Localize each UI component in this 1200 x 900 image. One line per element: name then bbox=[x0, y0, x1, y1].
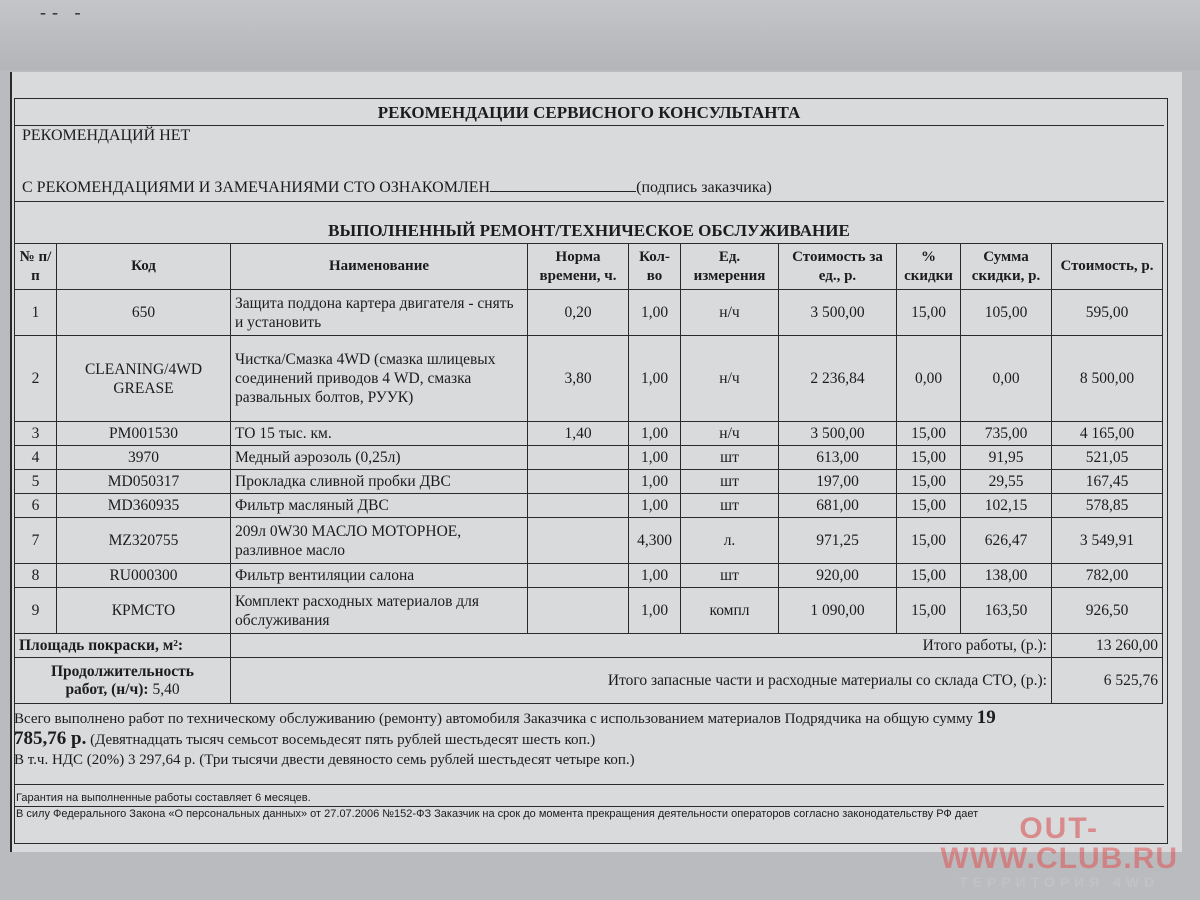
signature-line bbox=[490, 177, 636, 192]
item-unit: шт bbox=[681, 470, 779, 494]
item-name: Медный аэрозоль (0,25л) bbox=[231, 446, 528, 470]
item-total: 167,45 bbox=[1052, 470, 1163, 494]
item-price: 613,00 bbox=[779, 446, 897, 470]
item-code: CLEANING/4WD GREASE bbox=[57, 336, 231, 422]
item-price: 3 500,00 bbox=[779, 290, 897, 336]
col-header-code: Код bbox=[57, 244, 231, 290]
item-norm: 1,40 bbox=[528, 422, 629, 446]
item-qty: 1,00 bbox=[629, 446, 681, 470]
item-unit: компл bbox=[681, 588, 779, 634]
col-header-norm: Норма времени, ч. bbox=[528, 244, 629, 290]
item-qty: 1,00 bbox=[629, 564, 681, 588]
duration-label-1: Продолжительность bbox=[51, 662, 194, 680]
item-norm: 3,80 bbox=[528, 336, 629, 422]
duration-label-2: работ, (н/ч): bbox=[65, 680, 149, 698]
item-qty: 1,00 bbox=[629, 470, 681, 494]
labor-total-value: 13 260,00 bbox=[1052, 634, 1163, 658]
item-discount-pct: 0,00 bbox=[897, 336, 961, 422]
item-discount-pct: 15,00 bbox=[897, 564, 961, 588]
item-qty: 4,300 bbox=[629, 518, 681, 564]
item-discount-sum: 91,95 bbox=[961, 446, 1052, 470]
law-text: В силу Федерального Закона «О персональных данных» от 27.07.2006 №152-ФЗ Заказчик на срок до момента прекращения деятельности операторов согласно законодательству РФ дает bbox=[16, 808, 979, 820]
row-number: 7 bbox=[15, 518, 57, 564]
row-number: 2 bbox=[15, 336, 57, 422]
item-norm bbox=[528, 588, 629, 634]
work-title: ВЫПОЛНЕННЫЙ РЕМОНТ/ТЕХНИЧЕСКОЕ ОБСЛУЖИВАНИЕ bbox=[328, 221, 850, 240]
summary-amount-words: (Девятнадцать тысяч семьсот восемьдесят пять рублей шестьдесят шесть коп.) bbox=[90, 732, 596, 748]
parts-total-label: Итого запасные части и расходные материалы со склада СТО, (р.): bbox=[231, 658, 1052, 704]
item-code: PM001530 bbox=[57, 422, 231, 446]
watermark-line2: WWW.CLUB.RU bbox=[940, 842, 1178, 875]
item-unit: шт bbox=[681, 446, 779, 470]
item-norm bbox=[528, 470, 629, 494]
item-discount-pct: 15,00 bbox=[897, 518, 961, 564]
summary-amount-part1: 19 bbox=[976, 707, 996, 728]
watermark-line3: ТЕРРИТОРИЯ 4WD bbox=[959, 874, 1160, 890]
table-row bbox=[15, 564, 1163, 588]
item-total: 8 500,00 bbox=[1052, 336, 1163, 422]
item-name: Комплект расходных материалов для обслуживания bbox=[231, 588, 528, 634]
item-total: 926,50 bbox=[1052, 588, 1163, 634]
table-row bbox=[15, 290, 1163, 336]
item-total: 3 549,91 bbox=[1052, 518, 1163, 564]
summary-line bbox=[14, 708, 1162, 729]
item-code: 650 bbox=[57, 290, 231, 336]
row-number: 6 bbox=[15, 494, 57, 518]
item-discount-sum: 105,00 bbox=[961, 290, 1052, 336]
item-code: MD360935 bbox=[57, 494, 231, 518]
recommendations-none: РЕКОМЕНДАЦИЙ НЕТ bbox=[22, 127, 191, 144]
acknowledgement-text: С РЕКОМЕНДАЦИЯМИ И ЗАМЕЧАНИЯМИ СТО ОЗНАКОМЛЕН bbox=[22, 179, 491, 196]
table-row bbox=[15, 518, 1163, 564]
signature-label: (подпись заказчика) bbox=[636, 179, 772, 196]
table-row bbox=[15, 494, 1163, 518]
item-discount-sum: 138,00 bbox=[961, 564, 1052, 588]
duration-value: 5,40 bbox=[152, 680, 180, 698]
acknowledgement-line bbox=[22, 177, 772, 197]
duration-cell bbox=[15, 658, 231, 704]
item-price: 1 090,00 bbox=[779, 588, 897, 634]
item-norm bbox=[528, 564, 629, 588]
item-code: MZ320755 bbox=[57, 518, 231, 564]
item-norm bbox=[528, 494, 629, 518]
paint-area-row bbox=[15, 634, 1163, 658]
item-price: 3 500,00 bbox=[779, 422, 897, 446]
item-name: 209л 0W30 МАСЛО МОТОРНОЕ, разливное масло bbox=[231, 518, 528, 564]
item-price: 197,00 bbox=[779, 470, 897, 494]
item-code: КРМСТО bbox=[57, 588, 231, 634]
item-discount-pct: 15,00 bbox=[897, 422, 961, 446]
divider bbox=[14, 125, 1164, 126]
col-header-number: № п/п bbox=[15, 244, 57, 290]
item-discount-pct: 15,00 bbox=[897, 588, 961, 634]
item-total: 521,05 bbox=[1052, 446, 1163, 470]
item-unit: н/ч bbox=[681, 336, 779, 422]
item-unit: л. bbox=[681, 518, 779, 564]
item-name: Защита поддона картера двигателя - снять и установить bbox=[231, 290, 528, 336]
item-name: ТО 15 тыс. км. bbox=[231, 422, 528, 446]
row-number: 5 bbox=[15, 470, 57, 494]
watermark-line1: OUT- bbox=[1019, 812, 1100, 845]
item-unit: шт bbox=[681, 494, 779, 518]
item-name: Фильтр масляный ДВС bbox=[231, 494, 528, 518]
item-name: Прокладка сливной пробки ДВС bbox=[231, 470, 528, 494]
table-row bbox=[15, 422, 1163, 446]
item-total: 578,85 bbox=[1052, 494, 1163, 518]
item-code: MD050317 bbox=[57, 470, 231, 494]
table-row bbox=[15, 588, 1163, 634]
warranty-text: Гарантия на выполненные работы составляет 6 месяцев. bbox=[16, 792, 311, 804]
site-watermark bbox=[940, 814, 1178, 890]
item-name: Чистка/Смазка 4WD (смазка шлицевых соединений приводов 4 WD, смазка развальных болтов, РУУК) bbox=[231, 336, 528, 422]
summary-text: Всего выполнено работ по техническому обслуживанию (ремонту) автомобиля Заказчика с использованием материалов Подрядчика на общую сумму bbox=[14, 711, 974, 727]
summary-amount-part2: 785,76 р. bbox=[14, 728, 87, 749]
item-total: 4 165,00 bbox=[1052, 422, 1163, 446]
vat-line: В т.ч. НДС (20%) 3 297,64 р. (Три тысячи двести девяносто семь рублей шестьдесят четыре коп.) bbox=[14, 752, 635, 768]
item-discount-sum: 29,55 bbox=[961, 470, 1052, 494]
item-discount-pct: 15,00 bbox=[897, 494, 961, 518]
col-header-qty: Кол-во bbox=[629, 244, 681, 290]
item-discount-sum: 102,15 bbox=[961, 494, 1052, 518]
item-qty: 1,00 bbox=[629, 290, 681, 336]
work-table bbox=[14, 243, 1163, 704]
item-discount-pct: 15,00 bbox=[897, 470, 961, 494]
item-qty: 1,00 bbox=[629, 336, 681, 422]
item-unit: шт bbox=[681, 564, 779, 588]
item-discount-pct: 15,00 bbox=[897, 446, 961, 470]
duration-row bbox=[15, 658, 1163, 704]
col-header-discount-sum: Сумма скидки, р. bbox=[961, 244, 1052, 290]
item-name: Фильтр вентиляции салона bbox=[231, 564, 528, 588]
col-header-unit: Ед. измерения bbox=[681, 244, 779, 290]
item-price: 681,00 bbox=[779, 494, 897, 518]
item-norm bbox=[528, 518, 629, 564]
recommendations-title: РЕКОМЕНДАЦИИ СЕРВИСНОГО КОНСУЛЬТАНТА bbox=[377, 103, 801, 122]
item-price: 2 236,84 bbox=[779, 336, 897, 422]
item-price: 971,25 bbox=[779, 518, 897, 564]
col-header-discount-pct: % скидки bbox=[897, 244, 961, 290]
photo-background bbox=[0, 0, 1200, 70]
table-header-row bbox=[15, 244, 1163, 290]
row-number: 1 bbox=[15, 290, 57, 336]
item-norm bbox=[528, 446, 629, 470]
col-header-name: Наименование bbox=[231, 244, 528, 290]
item-discount-sum: 163,50 bbox=[961, 588, 1052, 634]
row-number: 4 bbox=[15, 446, 57, 470]
row-number: 9 bbox=[15, 588, 57, 634]
item-qty: 1,00 bbox=[629, 494, 681, 518]
col-header-total: Стоимость, р. bbox=[1052, 244, 1163, 290]
table-row bbox=[15, 336, 1163, 422]
item-code: 3970 bbox=[57, 446, 231, 470]
parts-total-value: 6 525,76 bbox=[1052, 658, 1163, 704]
summary-amount-line bbox=[14, 729, 1162, 750]
item-total: 595,00 bbox=[1052, 290, 1163, 336]
item-qty: 1,00 bbox=[629, 588, 681, 634]
table-row bbox=[15, 470, 1163, 494]
table-row bbox=[15, 446, 1163, 470]
item-unit: н/ч bbox=[681, 422, 779, 446]
row-number: 8 bbox=[15, 564, 57, 588]
item-total: 782,00 bbox=[1052, 564, 1163, 588]
item-discount-pct: 15,00 bbox=[897, 290, 961, 336]
item-code: RU000300 bbox=[57, 564, 231, 588]
paint-area-label: Площадь покраски, м²: bbox=[15, 634, 231, 658]
item-norm: 0,20 bbox=[528, 290, 629, 336]
divider bbox=[14, 806, 1164, 807]
summary-block bbox=[14, 708, 1162, 770]
item-discount-sum: 626,47 bbox=[961, 518, 1052, 564]
item-price: 920,00 bbox=[779, 564, 897, 588]
top-marks: -- - bbox=[40, 2, 87, 22]
row-number: 3 bbox=[15, 422, 57, 446]
item-qty: 1,00 bbox=[629, 422, 681, 446]
col-header-price: Стоимость за ед., р. bbox=[779, 244, 897, 290]
labor-total-label: Итого работы, (р.): bbox=[231, 634, 1052, 658]
divider bbox=[14, 784, 1164, 785]
item-discount-sum: 0,00 bbox=[961, 336, 1052, 422]
item-discount-sum: 735,00 bbox=[961, 422, 1052, 446]
item-unit: н/ч bbox=[681, 290, 779, 336]
divider bbox=[14, 201, 1164, 202]
